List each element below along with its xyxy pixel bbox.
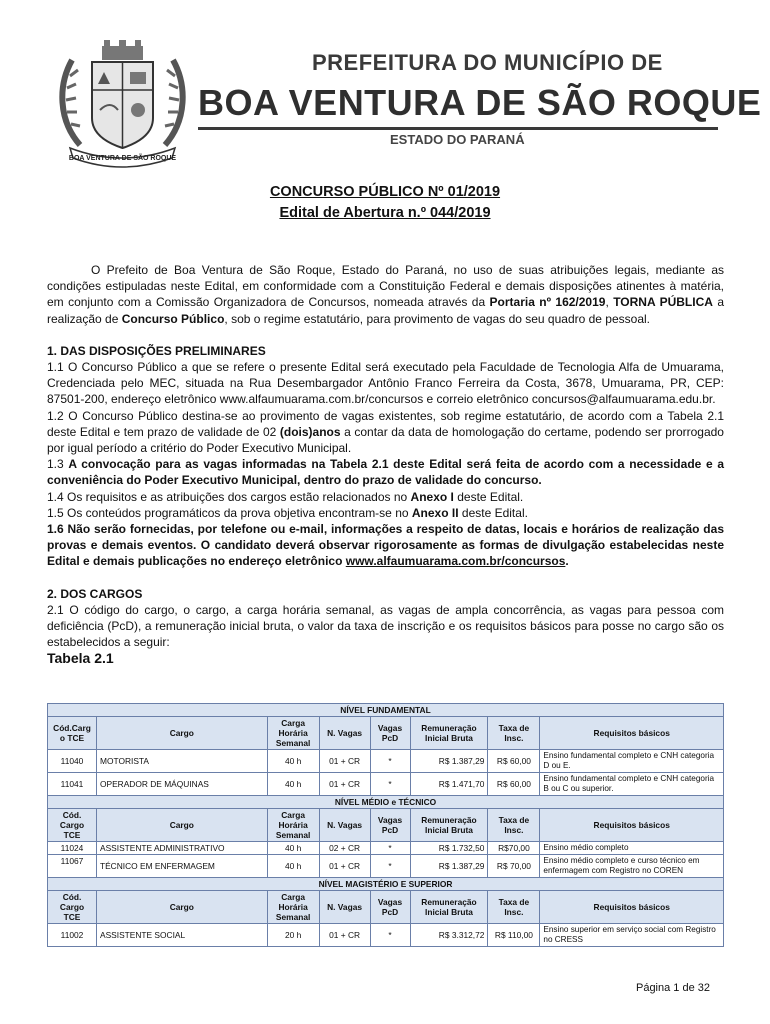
cell-vagas: 01 + CR [319, 855, 370, 878]
col-rem: Remuneração Inicial Bruta [410, 717, 488, 750]
table-header-row [48, 717, 724, 750]
intro-torna-publica: TORNA PÚBLICA [613, 295, 713, 310]
level-label: NÍVEL MAGISTÉRIO E SUPERIOR [48, 878, 724, 891]
cell-req: Ensino fundamental completo e CNH categoria B ou C ou superior. [540, 773, 724, 796]
col-carga: Carga Horária Semanal [267, 717, 319, 750]
table-row [48, 855, 724, 878]
document-titles [0, 182, 770, 224]
cell-rem: R$ 1.471,70 [410, 773, 488, 796]
col-cargo: Cargo [96, 809, 267, 842]
col-pcd: Vagas PcD [370, 717, 410, 750]
cell-cod: 11040 [48, 750, 97, 773]
cell-rem: R$ 1.732,50 [410, 842, 488, 855]
table-row [48, 924, 724, 947]
col-vagas: N. Vagas [319, 809, 370, 842]
cell-vagas: 01 + CR [319, 750, 370, 773]
cell-carga: 20 h [267, 924, 319, 947]
cell-carga: 40 h [267, 773, 319, 796]
cell-rem: R$ 1.387,29 [410, 750, 488, 773]
p14-anexo: Anexo I [410, 489, 454, 504]
level-row [48, 796, 724, 809]
table-row [48, 750, 724, 773]
cell-pcd: * [370, 924, 410, 947]
p13-number: 1.3 [47, 457, 69, 472]
col-carga: Carga Horária Semanal [267, 891, 319, 924]
cell-cargo: ASSISTENTE SOCIAL [96, 924, 267, 947]
cell-taxa: R$ 70,00 [488, 855, 540, 878]
paragraph-1-1: 1.1 O Concurso Público a que se refere o presente Edital será executado pela Faculdade de Tecnologia Alfa de Umuarama, Credenciada pelo MEC, situada na Rua Desembargador Antônio Franco Ferreira da Costa, 3678, Umuarama, PR, CEP: 87501-200, endereço eletrônico www.alfaumuarama.com.br/concursos e correio eletrônico concursos@alfaumuarama.edu.br. [47, 360, 724, 407]
paragraph-2-1: 2.1 O código do cargo, o cargo, a carga horária semanal, as vagas de ampla concorrência, as vagas para pessoa com deficiência (PcD), a remuneração inicial bruta, o valor da taxa de inscrição e os requisitos básicos para posse no cargo são os estabelecidos a seguir: [47, 602, 724, 650]
p14-text-end: deste Edital. [453, 489, 524, 504]
col-taxa: Taxa de Insc. [488, 891, 540, 924]
col-carga: Carga Horária Semanal [267, 809, 319, 842]
cell-taxa: R$ 60,00 [488, 773, 540, 796]
level-row [48, 878, 724, 891]
cell-pcd: * [370, 855, 410, 878]
header-prefeitura: PREFEITURA DO MUNICÍPIO DE [312, 50, 663, 75]
p16-link[interactable]: www.alfaumuarama.com.br/concursos [345, 554, 566, 569]
p12-text-end: a contar da data de homologação do certame, podendo ser prorrogado por igual período a critério do Poder Executivo Municipal. [47, 424, 724, 456]
col-req: Requisitos básicos [540, 717, 724, 750]
header-state: ESTADO DO PARANÁ [390, 132, 525, 147]
level-row [48, 704, 724, 717]
col-cod: Cód. Cargo TCE [48, 809, 97, 842]
cell-pcd: * [370, 842, 410, 855]
table-row [48, 773, 724, 796]
edital-title: Edital de Abertura n.º 044/2019 [279, 205, 491, 221]
cell-cod: 11067 [48, 855, 97, 878]
page-number: Página 1 de 32 [635, 982, 710, 994]
cell-taxa: R$ 110,00 [488, 924, 540, 947]
col-taxa: Taxa de Insc. [488, 717, 540, 750]
positions-table [47, 703, 724, 947]
col-cod: Cód.Carg o TCE [48, 717, 97, 750]
table-row [48, 842, 724, 855]
paragraph-1-3 [47, 456, 724, 488]
cell-carga: 40 h [267, 842, 319, 855]
paragraph-1-6 [47, 521, 724, 570]
cell-req: Ensino médio completo [540, 842, 724, 855]
col-cargo: Cargo [96, 891, 267, 924]
cell-req: Ensino superior em serviço social com Registro no CRESS [540, 924, 724, 947]
col-rem: Remuneração Inicial Bruta [410, 891, 488, 924]
col-rem: Remuneração Inicial Bruta [410, 809, 488, 842]
cell-cod: 11002 [48, 924, 97, 947]
header-municipality: BOA VENTURA DE SÃO ROQUE [198, 82, 762, 123]
paragraph-1-2 [47, 408, 724, 457]
cell-cod: 11024 [48, 842, 97, 855]
cell-req: Ensino médio completo e curso técnico em enfermagem com Registro no COREN [540, 855, 724, 878]
cell-pcd: * [370, 773, 410, 796]
col-pcd: Vagas PcD [370, 891, 410, 924]
col-vagas: N. Vagas [319, 717, 370, 750]
intro-text-end: , sob o regime estatutário, para provimento de vagas do seu quadro de pessoal. [224, 311, 651, 326]
paragraph-1-4 [47, 489, 724, 505]
cell-cod: 11041 [48, 773, 97, 796]
col-pcd: Vagas PcD [370, 809, 410, 842]
col-taxa: Taxa de Insc. [488, 809, 540, 842]
contest-title: CONCURSO PÚBLICO Nº 01/2019 [269, 184, 501, 200]
p13-bold: A convocação para as vagas informadas na Tabela 2.1 deste Edital será feita de acordo com a necessidade e a conveniência do Poder Executivo Municipal, dentro do prazo de validade do concurso. [47, 457, 725, 488]
cell-cargo: MOTORISTA [96, 750, 267, 773]
intro-text-mid: a realização de [47, 295, 724, 326]
section-2-title: 2. DOS CARGOS [47, 586, 143, 601]
p14-text: 1.4 Os requisitos e as atribuições dos cargos estão relacionados no [47, 489, 411, 504]
section-1-title: 1. DAS DISPOSIÇÕES PRELIMINARES [47, 343, 266, 358]
table-header-row [48, 891, 724, 924]
cell-cargo: ASSISTENTE ADMINISTRATIVO [96, 842, 267, 855]
cell-req: Ensino fundamental completo e CNH categoria D ou E. [540, 750, 724, 773]
document-header [50, 40, 762, 170]
p16-text-end: . [565, 554, 569, 569]
seal-banner-text: BOA VENTURA DE SÃO ROQUE [68, 155, 177, 162]
cell-cargo: TÉCNICO EM ENFERMAGEM [96, 855, 267, 878]
intro-paragraph [47, 262, 724, 327]
cell-carga: 40 h [267, 750, 319, 773]
table-header-row [48, 809, 724, 842]
cell-rem: R$ 3.312,72 [410, 924, 488, 947]
p12-text: 1.2 O Concurso Público destina-se ao provimento de vagas existentes, sob regime estatutário, de acordo com a Tabela 2.1 deste Edital e tem prazo de validade de 02 [47, 408, 724, 439]
intro-text-comma: , [605, 295, 614, 310]
level-label: NÍVEL FUNDAMENTAL [48, 704, 724, 717]
intro-text: O Prefeito de Boa Ventura de São Roque, Estado do Paraná, no uso de suas atribuições legais, mediante as condições estipuladas neste Edital, em conformidade com a Constituição Federal e demais disposições atinentes à matéria, em conjunto com a Comissão Organizadora de Concursos, nomeada através da [47, 263, 724, 310]
paragraph-1-5 [47, 505, 724, 521]
p16-text: 1.6 Não serão fornecidas, por telefone ou e-mail, informações a respeito de datas, locais e horários de realização das provas e demais eventos. O candidato deverá observar rigorosamente as formas de divulgação estabelecidas neste Edital e demais publicações no endereço eletrônico [47, 522, 724, 569]
cell-vagas: 02 + CR [319, 842, 370, 855]
p12-bold: (dois)anos [279, 424, 341, 439]
cell-vagas: 01 + CR [319, 924, 370, 947]
col-vagas: N. Vagas [319, 891, 370, 924]
cell-cargo: OPERADOR DE MÁQUINAS [96, 773, 267, 796]
cell-rem: R$ 1.387,29 [410, 855, 488, 878]
municipal-seal-icon [50, 40, 195, 168]
cell-taxa: R$ 60,00 [488, 750, 540, 773]
header-divider [198, 127, 718, 130]
p15-anexo: Anexo II [411, 505, 459, 520]
col-cargo: Cargo [96, 717, 267, 750]
col-cod: Cód. Cargo TCE [48, 891, 97, 924]
p15-text: 1.5 Os conteúdos programáticos da prova objetiva encontram-se no [47, 505, 412, 520]
p15-text-end: deste Edital. [458, 505, 528, 520]
col-req: Requisitos básicos [540, 891, 724, 924]
cell-pcd: * [370, 750, 410, 773]
level-label: NÍVEL MÉDIO e TÉCNICO [48, 796, 724, 809]
intro-portaria: Portaria nº 162/2019 [489, 295, 606, 310]
col-req: Requisitos básicos [540, 809, 724, 842]
intro-concurso-publico: Concurso Público [121, 311, 225, 326]
table-title: Tabela 2.1 [47, 650, 114, 667]
document-body [47, 262, 724, 667]
cell-taxa: R$70,00 [488, 842, 540, 855]
cell-vagas: 01 + CR [319, 773, 370, 796]
cell-carga: 40 h [267, 855, 319, 878]
